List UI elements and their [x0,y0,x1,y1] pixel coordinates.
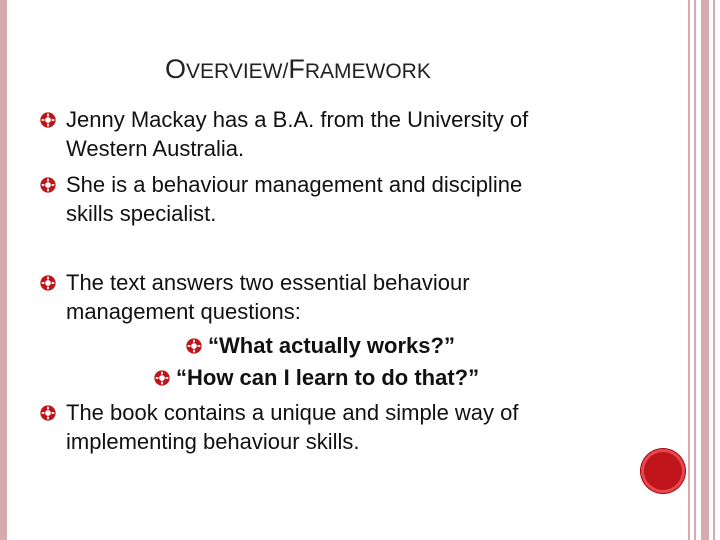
bullet-3-line-2: management questions: [66,299,301,324]
gear-bullet-icon [153,369,171,387]
gear-bullet-icon [39,274,57,292]
bullet-item-3 [66,268,470,326]
right-border-line [688,0,690,540]
title-cap-f: F [288,54,305,84]
title-cap-o: O [165,54,187,84]
sub-bullet-2: “How can I learn to do that?” [176,365,480,390]
red-circle-button[interactable] [641,449,685,493]
title-rest-overview: VERVIEW/ [186,60,289,83]
bullet-item-1 [66,105,528,163]
right-border-stripes [688,0,720,540]
left-border-stripe [0,0,7,540]
bullet-4-line-2: implementing behaviour skills. [66,429,360,454]
bullet-2-line-2: skills specialist. [66,201,217,226]
bullet-4-line-1: The book contains a unique and simple way of [66,400,519,425]
right-border-line [701,0,709,540]
gear-bullet-icon [39,404,57,422]
slide-title [165,54,431,85]
bullet-1-line-2: Western Australia. [66,136,245,161]
bullet-2-line-1: She is a behaviour management and discipline [66,172,523,197]
sub-bullet-1: “What actually works?” [208,333,455,358]
gear-bullet-icon [39,176,57,194]
bullet-3-line-1: The text answers two essential behaviour [66,270,470,295]
gear-bullet-icon [39,111,57,129]
bullet-item-4 [66,398,519,456]
bullet-1-line-1: Jenny Mackay has a B.A. from the University of [66,107,529,132]
right-border-line [694,0,696,540]
bullet-item-2 [66,170,522,228]
title-rest-framework: RAMEWORK [304,60,431,83]
right-border-line [713,0,715,540]
gear-bullet-icon [185,337,203,355]
